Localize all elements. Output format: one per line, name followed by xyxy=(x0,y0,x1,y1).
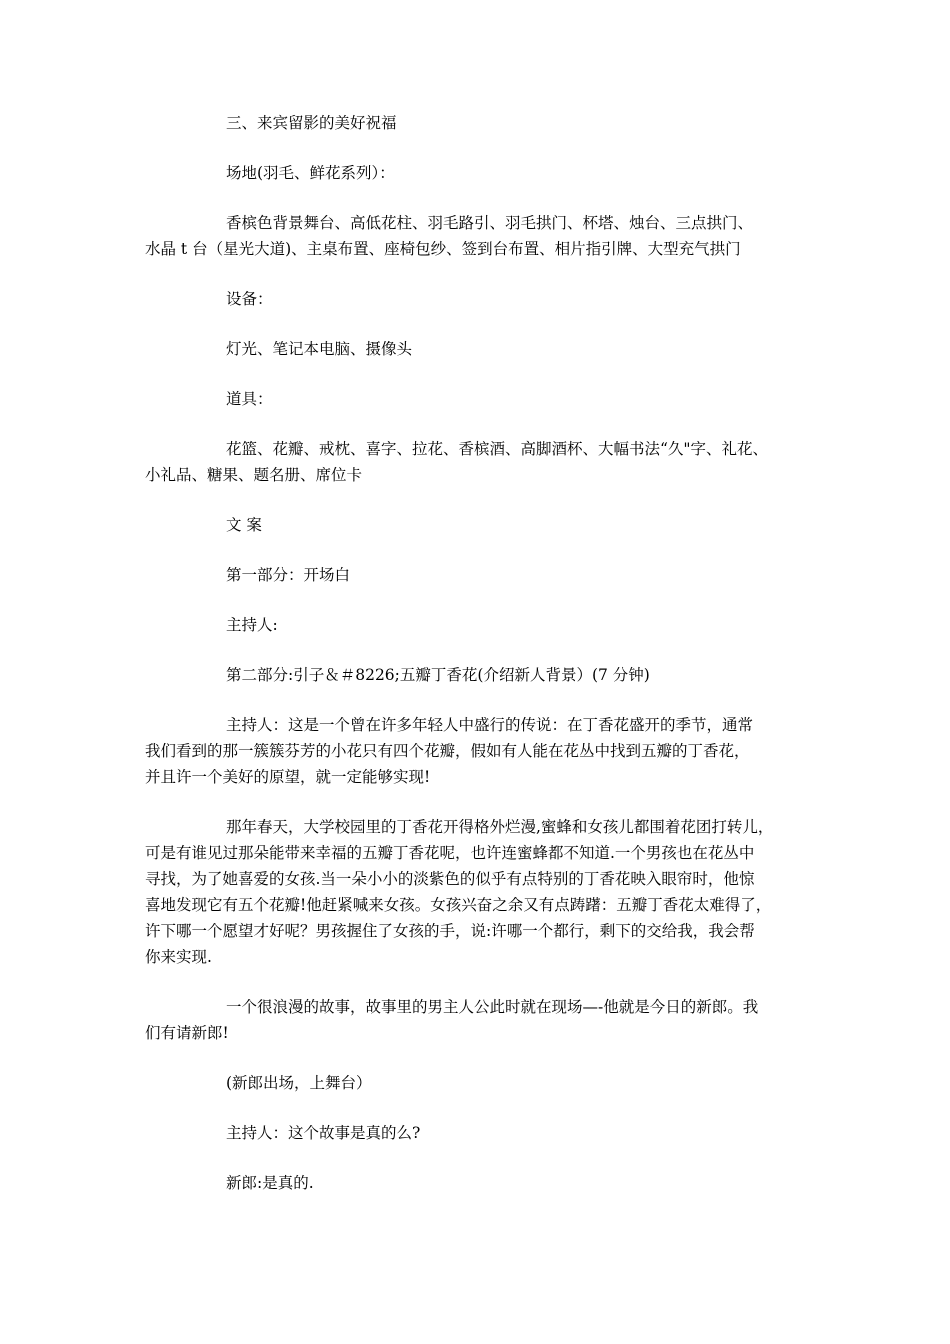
text-line: 并且许一个美好的原望，就一定能够实现! xyxy=(145,768,431,786)
text-line: 第一部分：开场白 xyxy=(226,566,351,584)
text-line: 那年春天，大学校园里的丁香花开得格外烂漫,蜜蜂和女孩儿都围着花团打转儿， xyxy=(226,818,774,836)
part-two-heading xyxy=(145,662,815,688)
text-line: (新郎出场，上舞台） xyxy=(226,1074,372,1092)
host-legend-paragraph xyxy=(145,712,815,790)
text-line: 我们看到的那一簇簇芬芳的小花只有四个花瓣，假如有人能在花丛中找到五瓣的丁香花， xyxy=(145,742,750,760)
text-line: 花篮、花瓣、戒枕、喜字、拉花、香槟酒、高脚酒杯、大幅书法“久"字、礼花、 xyxy=(226,440,769,458)
props-list xyxy=(145,436,815,488)
text-line: 寻找，为了她喜爱的女孩.当一朵小小的淡紫色的似乎有点特别的丁香花映入眼帘时，他惊 xyxy=(145,870,755,888)
text-line: 第二部分:引子＆＃8226;五瓣丁香花(介绍新人背景）(7 分钟) xyxy=(226,666,650,684)
text-line: 三、来宾留影的美好祝福 xyxy=(226,114,397,132)
text-line: 可是有谁见过那朵能带来幸福的五瓣丁香花呢，也许连蜜蜂都不知道.一个男孩也在花丛中 xyxy=(145,844,755,862)
text-line: 文 案 xyxy=(226,516,262,534)
text-line: 设备： xyxy=(226,290,273,308)
equipment-list xyxy=(145,336,815,362)
text-line: 喜地发现它有五个花瓣!他赶紧喊来女孩。女孩兴奋之余又有点踌躇：五瓣丁香花太难得了， xyxy=(145,896,772,914)
text-line: 水晶 t 台（星光大道)、主桌布置、座椅包纱、签到台布置、相片指引牌、大型充气拱门 xyxy=(145,240,741,258)
text-line: 小礼品、糖果、题名册、席位卡 xyxy=(145,466,363,484)
stage-direction xyxy=(145,1070,815,1096)
groom-intro-paragraph xyxy=(145,994,815,1046)
text-line: 场地(羽毛、鲜花系列）： xyxy=(226,164,395,182)
host-label xyxy=(145,612,815,638)
text-line: 一个很浪漫的故事，故事里的男主人公此时就在现场—-他就是今日的新郎。我 xyxy=(226,998,759,1016)
text-line: 们有请新郎! xyxy=(145,1024,229,1042)
groom-answer xyxy=(145,1170,815,1196)
text-line: 主持人：这个故事是真的么? xyxy=(226,1124,421,1142)
story-paragraph xyxy=(145,814,815,970)
text-line: 灯光、笔记本电脑、摄像头 xyxy=(226,340,413,358)
text-line: 主持人：这是一个曾在许多年轻人中盛行的传说：在丁香花盛开的季节，通常 xyxy=(226,716,754,734)
text-line: 你来实现. xyxy=(145,948,212,966)
text-line: 香槟色背景舞台、高低花柱、羽毛路引、羽毛拱门、杯塔、烛台、三点拱门、 xyxy=(226,214,754,232)
part-one-heading xyxy=(145,562,815,588)
copy-heading xyxy=(145,512,815,538)
equipment-label xyxy=(145,286,815,312)
text-line: 道具： xyxy=(226,390,273,408)
document-page xyxy=(145,110,815,1196)
venue-label xyxy=(145,160,815,186)
text-line: 新郎:是真的. xyxy=(226,1174,314,1192)
host-question xyxy=(145,1120,815,1146)
venue-list xyxy=(145,210,815,262)
text-line: 主持人: xyxy=(226,616,278,634)
props-label xyxy=(145,386,815,412)
text-line: 许下哪一个愿望才好呢？男孩握住了女孩的手，说:许哪一个都行，剩下的交给我，我会帮 xyxy=(145,922,755,940)
section-heading xyxy=(145,110,815,136)
